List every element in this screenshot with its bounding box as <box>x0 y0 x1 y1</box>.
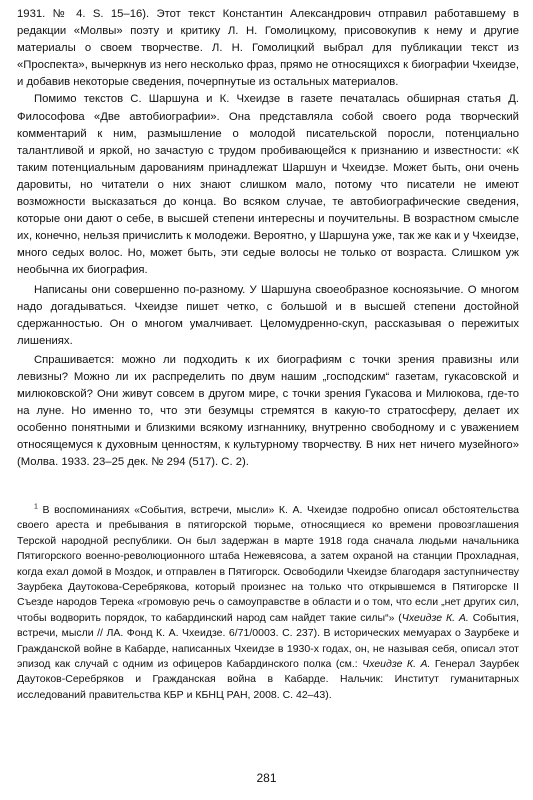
page-number: 281 <box>256 771 277 785</box>
footnote-part-3: Генерал Заурбек Даутоков-Серебряков и Гражданская война в Кабарде. Нальчик: Институт гуманитарных исследований правительства КБР и КБНЦ РАН, 2008. С. 42–43). <box>17 658 520 701</box>
footnote-text <box>17 503 519 703</box>
footnote-part-2: События, встречи, мысли // ЛА. Фонд К. А. Чхеидзе. 6/71/0003. С. 237). В исторических мемуарах о Заурбеке и Гражданской войне в Кабарде, написанных Чхеидзе в 1930-х годах, он, не называя себя, описал этот эпизод как случай с одним из офицеров Кабардинского полка (см.: <box>17 611 519 671</box>
footnote-citation-author-1: Чхеидзе К. А. <box>401 611 469 624</box>
footnote-citation-author-2: Чхеидзе К. А. <box>362 658 431 671</box>
paragraph-1: 1931. № 4. S. 15–16). Этот текст Константин Александрович отправил работавшему в редакции «Молвы» поэту и критику Л. Н. Гомолицкому, присовокупив к нему и другие материалы о своем творчестве. Л. Н. Гомолицкий выбрал для публикации текст из «Проспекта», вычеркнув из него несколько фраз, прямо не относящихся к биографии Чхеидзе, и добавив некоторые сведения, почерпнутые из остальных материалов. <box>17 8 519 89</box>
paragraph-4: Спрашивается: можно ли подходить к их биографиям с точки зрения правизны или левизны? Можно ли их распределить по двум нашим „господским“ газетам, гукасовской и милюковской? Они живут совсем в другом мире, с точки зрения Гукасова и Милюкова, где-то на луне. Но именно то, что эти безумцы стремятся в какую-то стратосферу, делает их особенно понятными и близкими всякому изгнаннику, внутренно свободному и с уважением относящемуся к духовным ценностям, к культурному творчеству. В них нет ничего музейного» (Молва. 1933. 23–25 дек. № 294 (517). С. 2). <box>17 353 519 469</box>
paragraph-3: Написаны они совершенно по-разному. У Шаршуна своеобразное косноязычие. О многом надо догадываться. Чхеидзе пишет четко, с большой и в высшей степени достойной сдержанностью. Он о многом умалчивает. Целомудренно-скуп, рассказывая о пережитых лишениях. <box>17 283 519 347</box>
paragraph-2: Помимо текстов С. Шаршуна и К. Чхеидзе в газете печаталась обширная статья Д. Философова «Две автобиографии». Она представляла собой своего рода творческий комментарий к ним, размышление о молодой писательской поросли, потенциально талантливой и яркой, но зачастую с трудом пробивающейся к признанию и известности: «К таким потенциальным дарованиям принадлежат Шаршун и Чхеидзе. Может быть, они очень даровиты, но читатели о них знают слишком мало, потому что писатели не имеют возможности высказаться до конца. Во всяком случае, те автобиографические сведения, которые они дают о себе, в высшей степени интересны и поучительны. В возрастном смысле их, конечно, нельзя причислить к молодежи. Вероятно, у Шаршуна уже, так же как и у Чхеидзе, много седых волос. Но, может быть, эти седые волосы не только от возраста. Слишком уж необычна их биография. <box>17 93 519 277</box>
footnote-part-1: В воспоминаниях «События, встречи, мысли» К. А. Чхеидзе подробно описал обстоятельства своего ареста и пребывания в пятигорской тюрьме, относящиеся ко времени провозглашения Терской народной республики. Он был задержан в марте 1918 года сначала людьми начальника Пятигорского военно-революционного штаба Нежевясова, а затем охраной на станции Прохладная, когда ехал домой в Моздок, и отправлен в Пятигорск. Освободили Чхеидзе благодаря заступничеству Заурбека Даутокова-Серебрякова, который произнес на только что открывшемся в Пятигорске II Съезде народов Терека «громовую речь о самоуправстве в области и о том, что если „нет других сил, чтобы водворить порядок, то кабардинский народ сам найдет такие силы“» ( <box>17 504 519 624</box>
main-text <box>17 6 519 472</box>
footnote-marker: 1 <box>34 503 38 511</box>
footnote <box>17 503 519 703</box>
